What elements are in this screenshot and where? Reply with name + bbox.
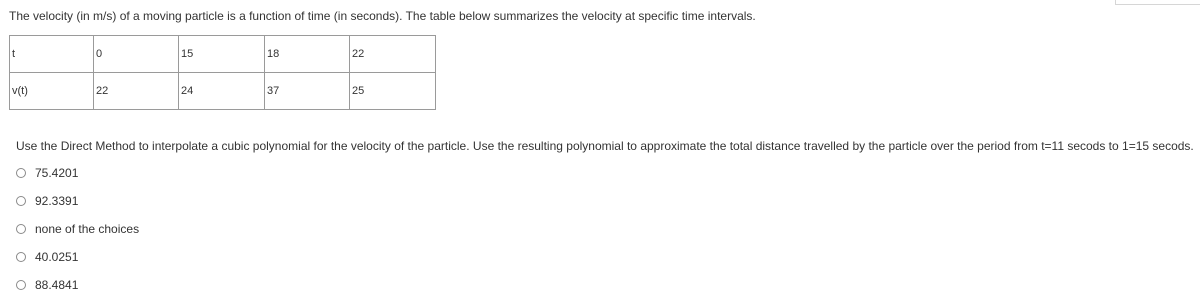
choice-label: none of the choices xyxy=(35,222,140,236)
row-header-vt: v(t) xyxy=(10,73,94,110)
radio-button[interactable] xyxy=(16,280,26,290)
instruction-text: Use the Direct Method to interpolate a cubic polynomial for the velocity of the particle. Use the resulting polynomial to approximate the total distance travelled by the particle over the period from t=11 secods to 1=15 secods. xyxy=(16,139,1194,153)
table-cell: 25 xyxy=(350,73,436,110)
choice-label: 75.4201 xyxy=(35,166,79,180)
table-cell: 18 xyxy=(265,36,350,73)
choice-option-5[interactable] xyxy=(16,278,78,292)
table-cell: 37 xyxy=(265,73,350,110)
top-right-divider xyxy=(1115,4,1200,5)
choice-option-4[interactable] xyxy=(16,250,78,264)
choice-label: 88.4841 xyxy=(35,278,79,292)
velocity-table xyxy=(9,35,436,110)
choice-label: 92.3391 xyxy=(35,194,79,208)
table-cell: 22 xyxy=(94,73,179,110)
choice-label: 40.0251 xyxy=(35,250,79,264)
choice-option-3[interactable] xyxy=(16,222,139,236)
table-row-velocity xyxy=(10,73,436,110)
table-cell: 15 xyxy=(179,36,265,73)
table-cell: 24 xyxy=(179,73,265,110)
radio-button[interactable] xyxy=(16,224,26,234)
choice-option-2[interactable] xyxy=(16,194,78,208)
row-header-t: t xyxy=(10,36,94,73)
radio-button[interactable] xyxy=(16,252,26,262)
radio-button[interactable] xyxy=(16,168,26,178)
table-cell: 22 xyxy=(350,36,436,73)
table-row-time xyxy=(10,36,436,73)
choice-option-1[interactable] xyxy=(16,166,78,180)
radio-button[interactable] xyxy=(16,196,26,206)
question-text: The velocity (in m/s) of a moving particle is a function of time (in seconds). The table below summarizes the velocity at specific time intervals. xyxy=(9,9,756,23)
table-cell: 0 xyxy=(94,36,179,73)
